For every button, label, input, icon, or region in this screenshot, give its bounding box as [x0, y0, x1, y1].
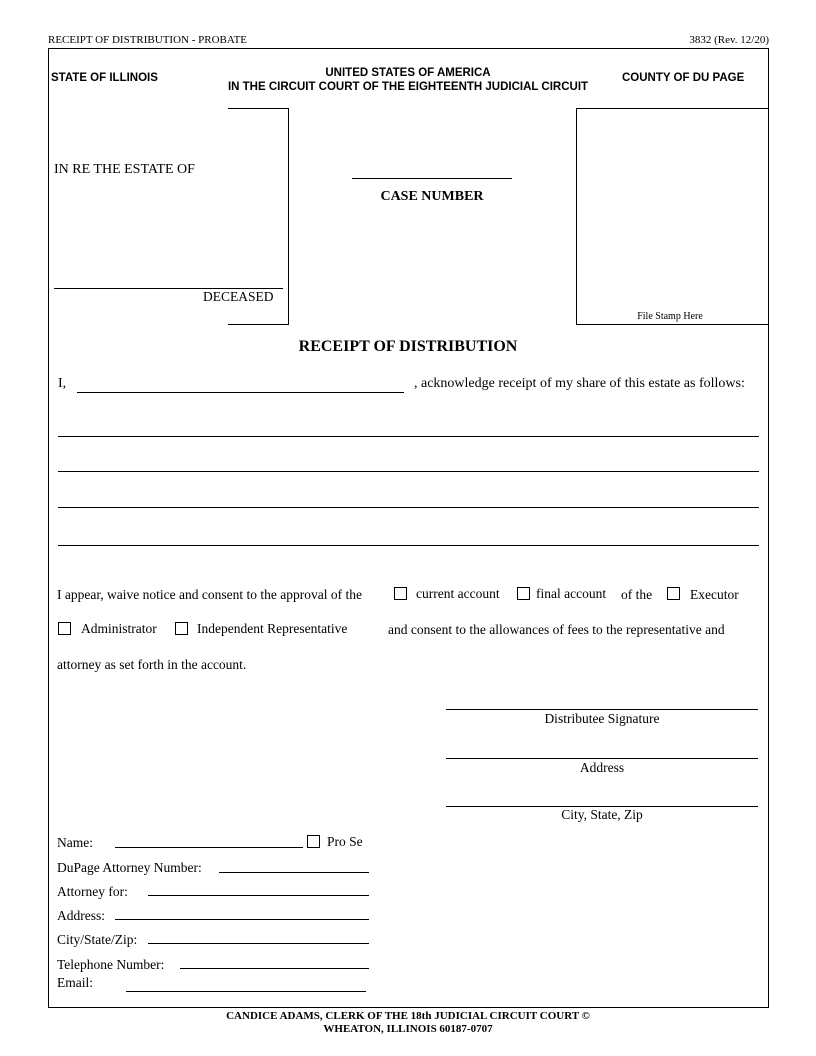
share-line-1[interactable] — [58, 436, 759, 437]
country-label: UNITED STATES OF AMERICA — [325, 67, 491, 79]
estate-bracket-right — [288, 108, 289, 325]
distributee-signature-line[interactable] — [446, 709, 758, 710]
attorney-for-label: Attorney for: — [57, 884, 128, 899]
telephone-line[interactable] — [180, 968, 369, 969]
current-account-checkbox[interactable] — [394, 587, 407, 600]
share-line-4[interactable] — [58, 545, 759, 546]
file-stamp-label: File Stamp Here — [637, 311, 703, 322]
deceased-label: DECEASED — [203, 289, 274, 304]
distributee-signature-label: Distributee Signature — [544, 711, 660, 726]
appear-text: I appear, waive notice and consent to the approval of the — [57, 587, 362, 602]
court-heading — [194, 66, 622, 94]
name-label: Name: — [57, 835, 93, 850]
executor-checkbox[interactable] — [667, 587, 680, 600]
document-title: RECEIPT OF DISTRIBUTION — [298, 338, 518, 355]
footer — [0, 1010, 816, 1036]
current-account-label: current account — [416, 586, 500, 601]
form-title: RECEIPT OF DISTRIBUTION - PROBATE — [48, 34, 248, 46]
email-label: Email: — [57, 975, 93, 990]
acknowledge-text: , acknowledge receipt of my share of this estate as follows: — [414, 376, 745, 391]
name-line[interactable] — [115, 847, 303, 848]
attorney-address-label: Address: — [57, 908, 105, 923]
email-line[interactable] — [126, 991, 366, 992]
share-line-3[interactable] — [58, 507, 759, 508]
share-line-2[interactable] — [58, 471, 759, 472]
administrator-checkbox[interactable] — [58, 622, 71, 635]
footer-clerk: CANDICE ADAMS, CLERK OF THE 18th JUDICIAL CIRCUIT COURT © — [226, 1010, 590, 1022]
attorney-city-label: City/State/Zip: — [57, 932, 138, 947]
signature-address-line[interactable] — [446, 758, 758, 759]
signature-address-label: Address — [579, 760, 625, 775]
attorney-city-line[interactable] — [148, 943, 369, 944]
independent-rep-label: Independent Representative — [197, 621, 348, 636]
footer-address: WHEATON, ILLINOIS 60187-0707 — [323, 1023, 493, 1035]
dupage-number-line[interactable] — [219, 872, 369, 873]
estate-bracket-top — [228, 108, 288, 109]
executor-label: Executor — [690, 587, 739, 602]
pro-se-checkbox[interactable] — [307, 835, 320, 848]
telephone-label: Telephone Number: — [57, 957, 165, 972]
final-account-label: final account — [536, 586, 607, 601]
case-number-label: CASE NUMBER — [380, 189, 484, 204]
independent-rep-checkbox[interactable] — [175, 622, 188, 635]
estate-bracket-bottom — [228, 324, 288, 325]
final-account-checkbox[interactable] — [517, 587, 530, 600]
estate-label: IN RE THE ESTATE OF — [54, 162, 195, 177]
state-label: STATE OF ILLINOIS — [51, 72, 158, 84]
consent-text: and consent to the allowances of fees to the representative and — [388, 622, 725, 637]
case-number-line[interactable] — [352, 178, 512, 179]
attorney-address-line[interactable] — [115, 919, 369, 920]
signature-city-label: City, State, Zip — [561, 807, 643, 822]
file-stamp-box — [576, 108, 769, 325]
distributee-name-line[interactable] — [77, 392, 404, 393]
attorney-for-line[interactable] — [148, 895, 369, 896]
pro-se-label: Pro Se — [327, 834, 363, 849]
form-number: 3832 (Rev. 12/20) — [689, 34, 769, 46]
administrator-label: Administrator — [81, 621, 157, 636]
attorney-text: attorney as set forth in the account. — [57, 657, 247, 672]
county-label: COUNTY OF DU PAGE — [622, 72, 745, 84]
i-label: I, — [58, 376, 67, 391]
dupage-number-label: DuPage Attorney Number: — [57, 860, 202, 875]
circuit-label: IN THE CIRCUIT COURT OF THE EIGHTEENTH JUDICIAL CIRCUIT — [227, 81, 589, 93]
of-the-label: of the — [621, 587, 653, 602]
